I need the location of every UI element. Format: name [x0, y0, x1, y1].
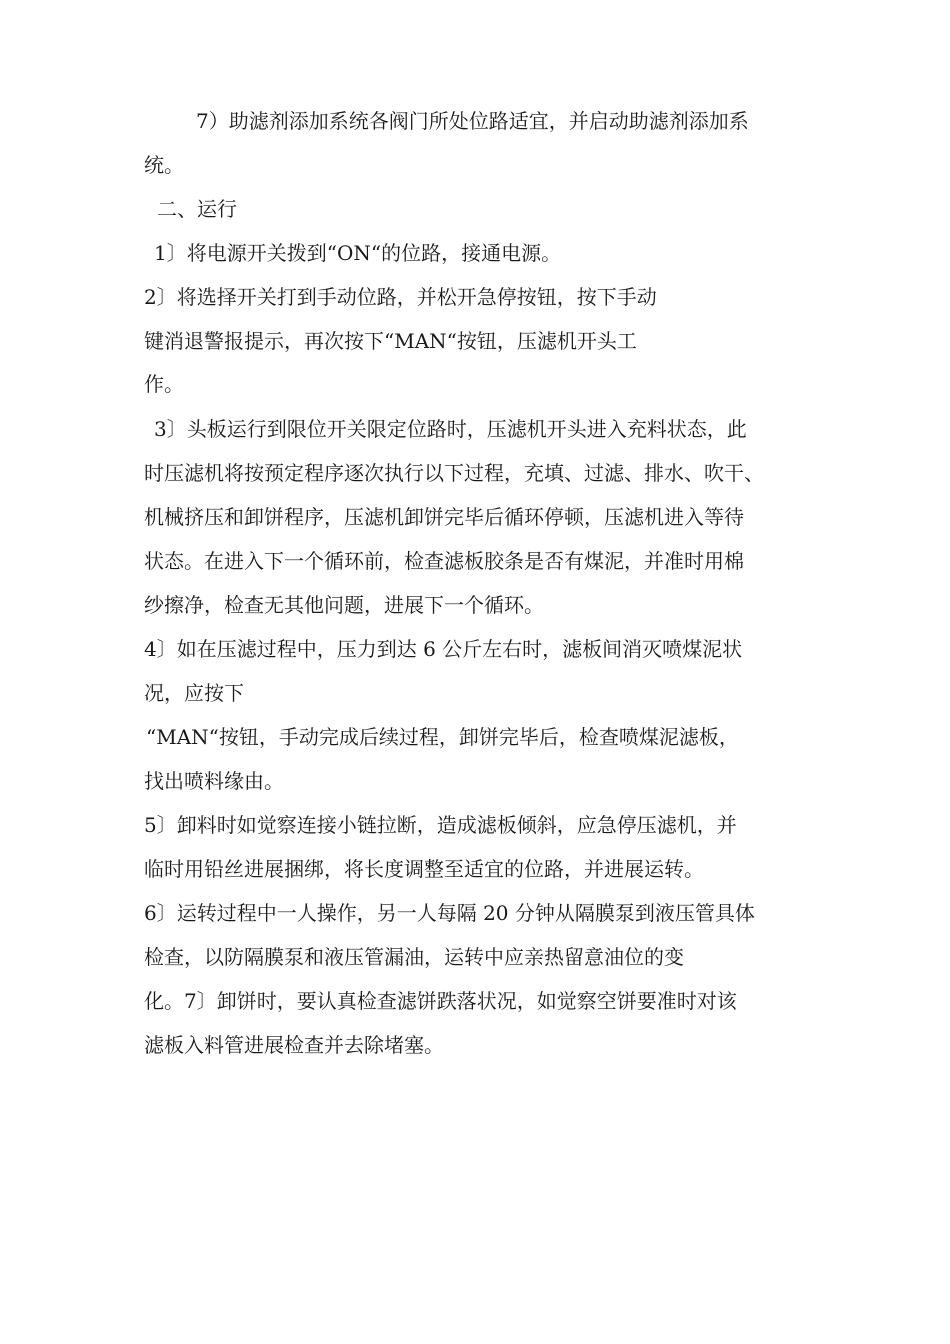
text-line: 5〕卸料时如觉察连接小链拉断，造成滤板倾斜，应急停压滤机，并 [144, 813, 737, 837]
text-line: 3〕头板运行到限位开关限定位路时，压滤机开头进入充料状态，此 [154, 417, 747, 441]
text-line: 化。7〕卸饼时，要认真检查滤饼跌落状况，如觉察空饼要准时对该 [144, 989, 737, 1013]
text-line: 纱擦净，检查无其他问题，进展下一个循环。 [144, 593, 544, 617]
text-line: 况，应按下 [144, 681, 244, 705]
text-line: 2〕将选择开关打到手动位路，并松开急停按钮，按下手动 [144, 285, 657, 309]
text-line: 统。 [144, 153, 184, 177]
text-line: 临时用铅丝进展捆绑，将长度调整至适宜的位路，并进展运转。 [144, 857, 704, 881]
text-line: 7）助滤剂添加系统各阀门所处位路适宜，并启动助滤剂添加系 [196, 109, 749, 133]
text-line: 6〕运转过程中一人操作，另一人每隔 20 分钟从隔膜泵到液压管具体 [144, 901, 755, 925]
text-line: 作。 [144, 372, 184, 396]
text-line: 找出喷料缘由。 [144, 769, 284, 793]
text-line: 检查，以防隔膜泵和液压管漏油，运转中应亲热留意油位的变 [144, 945, 684, 969]
text-line: 滤板入料管进展检查并去除堵塞。 [144, 1033, 444, 1057]
text-line: 时压滤机将按预定程序逐次执行以下过程，充填、过滤、排水、吹干、 [144, 461, 764, 485]
text-line: 键消退警报提示，再次按下“MAN“按钮，压滤机开头工 [144, 329, 637, 353]
text-line: “MAN“按钮，手动完成后续过程，卸饼完毕后，检查喷煤泥滤板， [146, 725, 739, 749]
text-line: 4〕如在压滤过程中，压力到达 6 公斤左右时，滤板间消灭喷煤泥状 [144, 637, 743, 661]
text-line: 1〕将电源开关拨到“ON“的位路，接通电源。 [154, 241, 562, 265]
section-heading: 二、运行 [157, 197, 237, 221]
text-line: 状态。在进入下一个循环前，检查滤板胶条是否有煤泥，并准时用棉 [144, 549, 744, 573]
text-line: 机械挤压和卸饼程序，压滤机卸饼完毕后循环停顿，压滤机进入等待 [144, 505, 744, 529]
